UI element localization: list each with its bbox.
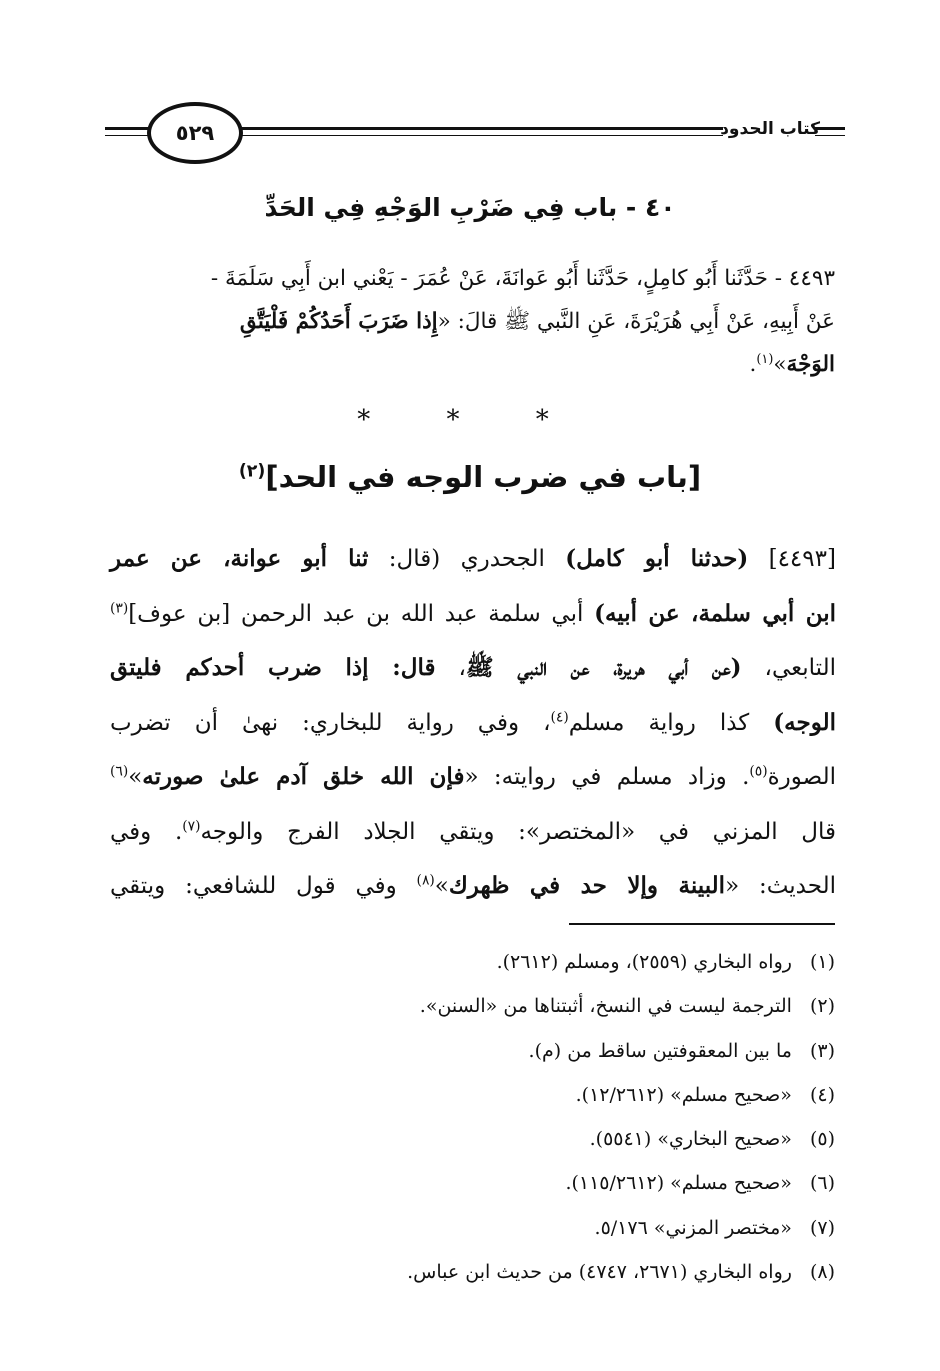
commentary-line-5	[110, 750, 836, 805]
footnote-number: (١)	[809, 951, 835, 973]
commentary-line-6	[110, 805, 836, 860]
commentary-bold: الوجه)	[773, 708, 836, 736]
footnote-6	[105, 1161, 835, 1205]
commentary-bold: (حدثنا أبو كامل)	[565, 545, 749, 572]
footnote-8	[105, 1250, 835, 1294]
footnote-text: رواه البخاري (٢٦٧١، ٤٧٤٧) من حديث ابن عباس.	[407, 1261, 792, 1284]
header-rule-left-thick	[105, 127, 151, 130]
footnote-text: الترجمة ليست في النسخ، أثبتناها من «السنن».	[419, 995, 792, 1018]
commentary-bold: ثنا أبو عوانة، عن عمر	[110, 545, 369, 572]
section-title	[105, 460, 835, 494]
footnote-2	[105, 984, 835, 1028]
commentary-plain: ،	[435, 655, 466, 681]
hadith-line-1-text: ٤٤٩٣ - حَدَّثَنا أَبُو كامِلٍ، حَدَّثَنا أَبُو عَوانَةَ، عَنْ عُمَرَ - يَعْني ابن أَبِي سَلَمَةَ -	[210, 266, 835, 291]
footnote-text: «صحيح البخاري» (٥٥٤١).	[589, 1128, 792, 1151]
commentary-plain: أبي سلمة عبد الله بن عبد الرحمن [بن عوف]	[128, 600, 595, 627]
commentary-plain: . وفي	[110, 818, 183, 845]
footnote-separator	[569, 923, 835, 925]
commentary-bold: البينة وإلا حد في ظهرك	[448, 872, 726, 899]
commentary-plain: . وزاد مسلم في روايته: «	[464, 764, 750, 790]
commentary-plain: الصورة	[767, 764, 836, 790]
running-title: كتاب الحدود	[720, 119, 820, 139]
commentary-line-4	[110, 696, 836, 751]
hadith-quote-start: إِذا ضَرَبَ أَحَدُكُمْ فَلْيَتَّقِ	[239, 309, 438, 334]
hadith-line-3	[105, 343, 835, 386]
commentary-plain: قال المزني في «المختصر»: ويتقي الجلاد الفرج والوجه	[200, 818, 836, 845]
footnote-ref-4[interactable]: (٤)	[550, 708, 569, 725]
footnote-5	[105, 1117, 835, 1161]
footnote-number: (٦)	[809, 1172, 835, 1195]
header-rule-middle-thin	[239, 135, 723, 136]
header-rule-left-thin	[105, 135, 151, 136]
hadith-text	[105, 257, 835, 386]
commentary-plain: الحديث: «	[725, 873, 837, 899]
page-number: ٥٢٩	[147, 102, 243, 164]
commentary-plain: »	[434, 873, 449, 899]
commentary-plain: كذا رواية مسلم	[568, 709, 774, 736]
footnote-number: (٨)	[809, 1261, 835, 1284]
footnote-ref-7[interactable]: (٧)	[182, 817, 201, 834]
commentary-plain: وفي قول للشافعي: ويتقي	[110, 873, 417, 899]
footnote-number: (٣)	[809, 1039, 835, 1062]
header-rule-middle-thick	[239, 127, 723, 130]
chapter-title: ٤٠ - باب فِي ضَرْبِ الوَجْهِ فِي الحَدِّ	[264, 193, 676, 222]
footnote-number: (٧)	[809, 1216, 835, 1239]
commentary-line-7	[110, 859, 836, 914]
commentary-bold: (عن أبي هريرة، عن النبي ﷺ	[465, 654, 742, 681]
footnote-text: «صحيح مسلم» (١٢/٢٦١٢).	[575, 1083, 792, 1106]
footnote-number: (٥)	[809, 1128, 835, 1151]
commentary-bold: ابن أبي سلمة، عن أبيه)	[594, 599, 836, 627]
hadith-quote-end: الوَجْهَ	[786, 352, 835, 377]
footnote-text: ما بين المعقوفتين ساقط من (م).	[528, 1039, 792, 1062]
footnote-3	[105, 1029, 835, 1073]
commentary-line-3	[110, 641, 836, 696]
commentary-plain: ، وفي رواية للبخاري: نهىٰ أن تضرب	[110, 709, 551, 736]
footnote-ref-8[interactable]: (٨)	[416, 872, 435, 889]
footnote-ref-2[interactable]: (٢)	[238, 461, 266, 482]
hadith-line-2-text: عَنْ أَبِيهِ، عَنْ أَبِي هُرَيْرَةَ، عَنِ النَّبي ﷺ قالَ: «	[437, 309, 835, 334]
footnote-text: «صحيح مسلم» (١١٥/٢٦١٢).	[565, 1172, 792, 1195]
footnote-ref-6[interactable]: (٦)	[110, 763, 129, 780]
hadith-quote-mark: »	[773, 352, 787, 377]
commentary-plain: الجحدري (قال:	[368, 546, 566, 572]
commentary-line-2	[110, 587, 836, 642]
commentary-line-1	[110, 532, 836, 587]
hadith-number: [٤٤٩٣]	[748, 546, 836, 572]
footnote-number: (٢)	[809, 995, 835, 1018]
footnote-text: «مختصر المزني» ٥/١٧٦.	[594, 1216, 792, 1239]
separator-stars: * * *	[357, 405, 583, 435]
footnote-7	[105, 1206, 835, 1250]
commentary-plain: التابعي،	[741, 655, 836, 681]
commentary-bold: فإن الله خلق آدم علىٰ صورته	[142, 763, 465, 790]
footnote-ref-1[interactable]: (١)	[756, 351, 774, 367]
footnote-ref-5[interactable]: (٥)	[749, 763, 768, 780]
commentary-text	[110, 532, 836, 914]
section-title-text: [باب في ضرب الوجه في الحد]	[265, 460, 702, 494]
footnote-4	[105, 1073, 835, 1117]
page-header	[105, 100, 845, 170]
footnotes	[105, 940, 835, 1294]
commentary-bold: قال: إذا ضرب أحدكم فليتق	[110, 654, 436, 681]
footnote-number: (٤)	[809, 1083, 835, 1106]
hadith-period: .	[749, 352, 757, 377]
hadith-line-2	[105, 300, 835, 343]
hadith-line-1	[105, 257, 835, 300]
footnote-1	[105, 940, 835, 984]
footnote-text: رواه البخاري (٢٥٥٩)، ومسلم (٢٦١٢).	[496, 951, 792, 973]
commentary-plain: »	[128, 764, 143, 790]
footnote-ref-3[interactable]: (٣)	[110, 599, 129, 616]
